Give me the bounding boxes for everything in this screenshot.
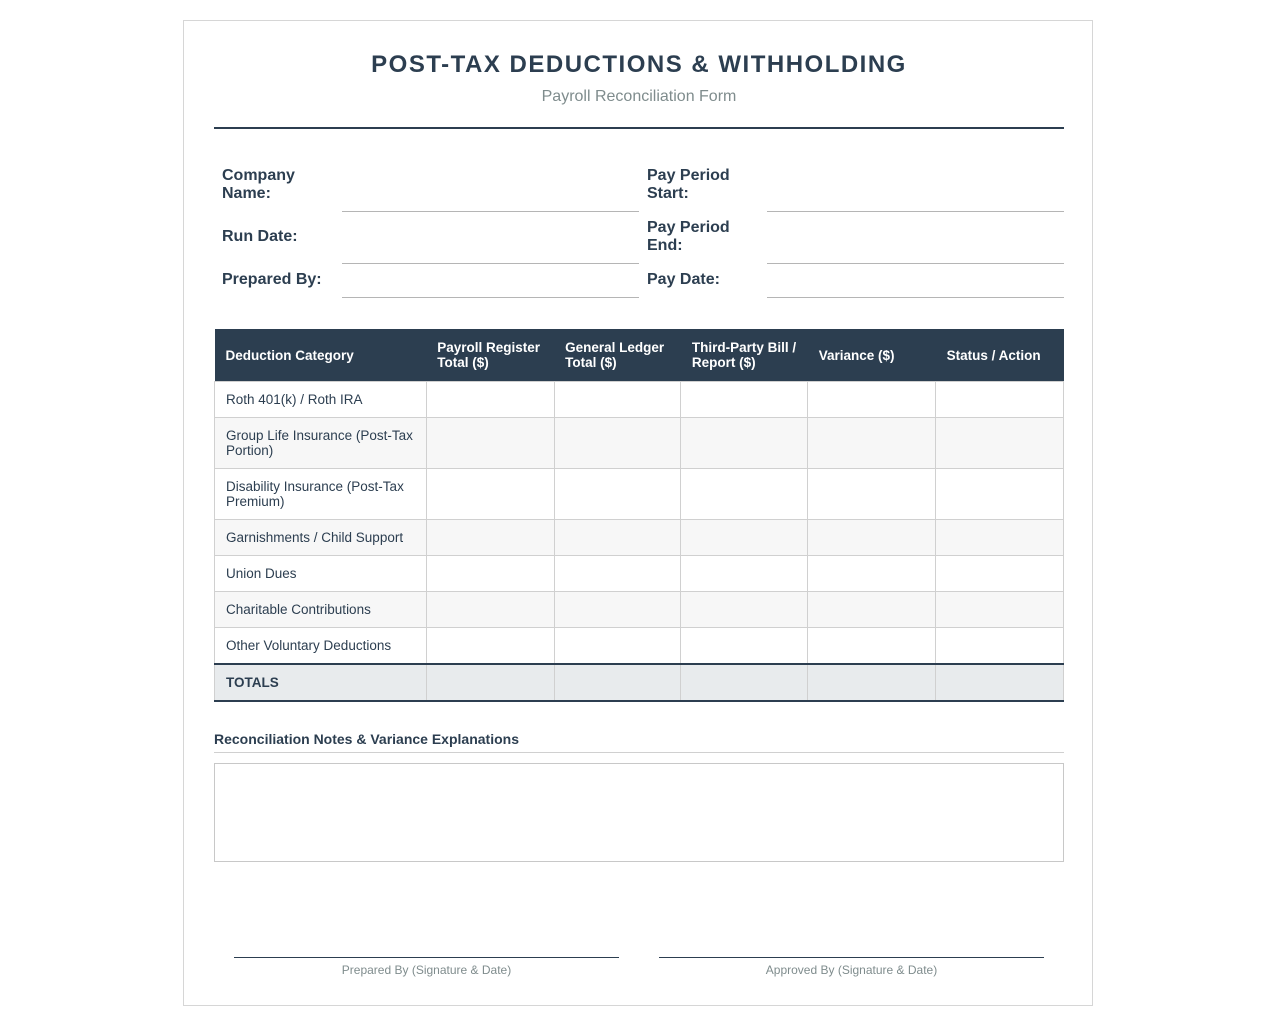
notes-section-title: Reconciliation Notes & Variance Explanations [214, 731, 1064, 753]
table-row [215, 469, 1064, 520]
general-ledger-cell[interactable] [554, 520, 681, 556]
payroll-register-cell[interactable] [426, 556, 554, 592]
table-row [215, 556, 1064, 592]
prepared-by-field[interactable] [342, 297, 639, 298]
general-ledger-cell[interactable] [554, 418, 681, 469]
variance-cell[interactable] [808, 592, 936, 628]
pay-period-end-label: Pay Period End: [647, 219, 730, 254]
table-row [215, 628, 1064, 665]
table-row [215, 418, 1064, 469]
variance-cell[interactable] [808, 520, 936, 556]
run-date-label: Run Date: [222, 228, 298, 245]
status-cell[interactable] [936, 469, 1064, 520]
deduction-category-cell: Garnishments / Child Support [215, 520, 427, 556]
table-header-row [215, 329, 1064, 382]
payroll-register-total-cell[interactable] [426, 664, 554, 701]
pay-date-field[interactable] [767, 297, 1064, 298]
pay-period-end-field[interactable] [767, 263, 1064, 264]
pay-date-label: Pay Date: [647, 271, 720, 288]
column-header: Deduction Category [215, 329, 427, 382]
prepared-signature-block [234, 957, 619, 977]
payroll-register-cell[interactable] [426, 592, 554, 628]
approved-signature-line[interactable] [659, 957, 1044, 958]
approved-signature-block [659, 957, 1044, 977]
general-ledger-cell[interactable] [554, 469, 681, 520]
status-cell[interactable] [936, 556, 1064, 592]
prepared-signature-label: Prepared By (Signature & Date) [341, 963, 512, 977]
pay-period-start-label: Pay Period Start: [647, 167, 730, 202]
general-ledger-total-cell[interactable] [554, 664, 681, 701]
deduction-category-cell: Roth 401(k) / Roth IRA [215, 382, 427, 418]
notes-textarea[interactable] [214, 763, 1064, 862]
deduction-category-cell: Union Dues [215, 556, 427, 592]
run-date-field[interactable] [342, 263, 639, 264]
deduction-category-cell: Charitable Contributions [215, 592, 427, 628]
third-party-cell[interactable] [681, 382, 808, 418]
column-header: Variance ($) [808, 329, 936, 382]
form-title: POST-TAX DEDUCTIONS & WITHHOLDING [371, 51, 907, 78]
payroll-register-cell[interactable] [426, 628, 554, 665]
prepared-signature-line[interactable] [234, 957, 619, 958]
status-total-cell[interactable] [936, 664, 1064, 701]
approved-signature-label: Approved By (Signature & Date) [765, 963, 938, 977]
company-name-field[interactable] [342, 211, 639, 212]
third-party-cell[interactable] [681, 469, 808, 520]
status-cell[interactable] [936, 592, 1064, 628]
status-cell[interactable] [936, 628, 1064, 665]
payroll-register-cell[interactable] [426, 418, 554, 469]
company-name-label: Company Name: [222, 167, 295, 202]
status-cell[interactable] [936, 520, 1064, 556]
third-party-cell[interactable] [681, 418, 808, 469]
table-row [215, 520, 1064, 556]
deduction-category-cell: Disability Insurance (Post-Tax Premium) [215, 469, 427, 520]
status-cell[interactable] [936, 418, 1064, 469]
form-subtitle: Payroll Reconciliation Form [541, 88, 737, 105]
general-ledger-cell[interactable] [554, 556, 681, 592]
variance-cell[interactable] [808, 469, 936, 520]
column-header: Status / Action [936, 329, 1064, 382]
variance-cell[interactable] [808, 556, 936, 592]
payroll-register-cell[interactable] [426, 469, 554, 520]
column-header: Third-Party Bill / Report ($) [681, 329, 808, 382]
pay-period-start-field[interactable] [767, 211, 1064, 212]
third-party-cell[interactable] [681, 592, 808, 628]
general-ledger-cell[interactable] [554, 628, 681, 665]
column-header: General Ledger Total ($) [554, 329, 681, 382]
form-content [214, 21, 1064, 977]
variance-total-cell[interactable] [808, 664, 936, 701]
third-party-total-cell[interactable] [681, 664, 808, 701]
payroll-register-cell[interactable] [426, 520, 554, 556]
variance-cell[interactable] [808, 628, 936, 665]
table-row [215, 382, 1064, 418]
prepared-by-label: Prepared By: [222, 271, 322, 288]
general-ledger-cell[interactable] [554, 592, 681, 628]
status-cell[interactable] [936, 382, 1064, 418]
deduction-category-cell: Other Voluntary Deductions [215, 628, 427, 665]
variance-cell[interactable] [808, 418, 936, 469]
third-party-cell[interactable] [681, 520, 808, 556]
totals-label: TOTALS [215, 664, 427, 701]
deduction-category-cell: Group Life Insurance (Post-Tax Portion) [215, 418, 427, 469]
variance-cell[interactable] [808, 382, 936, 418]
column-header: Payroll Register Total ($) [426, 329, 554, 382]
table-row [215, 592, 1064, 628]
payroll-register-cell[interactable] [426, 382, 554, 418]
info-fields [214, 129, 1064, 299]
totals-row [215, 664, 1064, 701]
third-party-cell[interactable] [681, 628, 808, 665]
third-party-cell[interactable] [681, 556, 808, 592]
reconciliation-table [214, 329, 1064, 702]
general-ledger-cell[interactable] [554, 382, 681, 418]
form-sheet [183, 20, 1093, 1006]
